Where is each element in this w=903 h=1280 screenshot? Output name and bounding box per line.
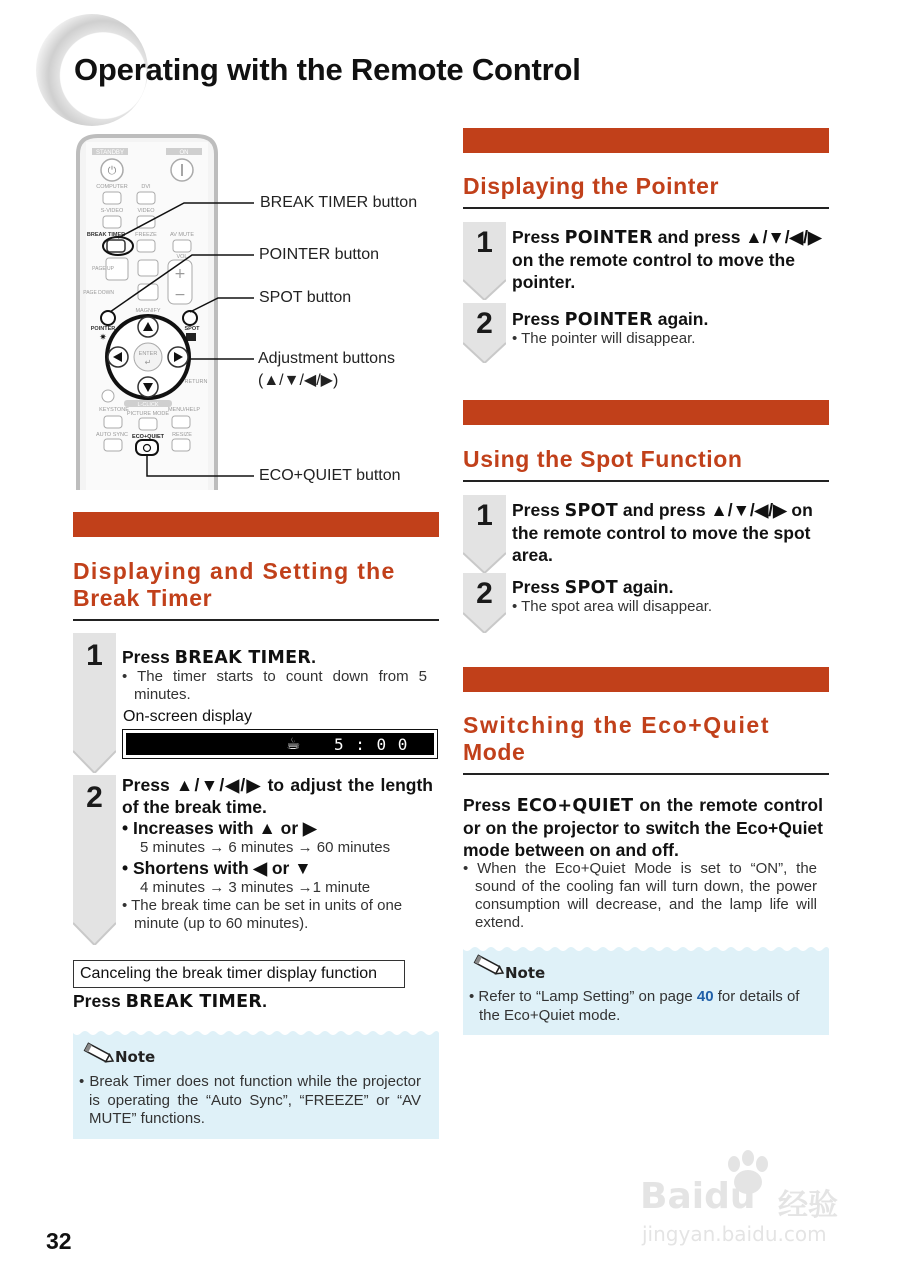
step-rest: and press ▲/▼/◀/▶ on the remote control to move the spot area. bbox=[512, 500, 813, 565]
key-pointer-label: POINTER bbox=[90, 326, 116, 332]
keyword-eco-quiet: ECO+QUIET bbox=[516, 796, 634, 816]
eco-instruction bbox=[463, 794, 823, 861]
keyword-break-timer: BREAK TIMER bbox=[174, 648, 312, 668]
callout-spot: SPOT button bbox=[259, 289, 352, 306]
section-title-pointer: Displaying the Pointer bbox=[463, 173, 720, 199]
step-rest: again. bbox=[622, 577, 674, 597]
key-standby-label: STANDBY bbox=[96, 150, 124, 156]
section-bar-spot bbox=[463, 400, 829, 425]
keyword-break-timer: BREAK TIMER bbox=[125, 992, 263, 1012]
press-word: Press bbox=[122, 647, 170, 667]
press-word: Press bbox=[512, 309, 560, 329]
step-number: 1 bbox=[476, 499, 493, 532]
key-picture-mode-label: PICTURE MODE bbox=[126, 411, 170, 417]
section-bar-pointer bbox=[463, 128, 829, 153]
step-heading: Press ▲/▼/◀/▶ to adjust the length of the break time. bbox=[122, 775, 433, 817]
step-tab-2 bbox=[73, 775, 116, 945]
section-rule bbox=[463, 207, 829, 209]
key-eco-quiet-label: ECO+QUIET bbox=[132, 434, 164, 440]
page-link-40[interactable]: 40 bbox=[696, 988, 714, 1005]
key-return-label: RETURN bbox=[184, 379, 208, 385]
key-computer-label: COMPUTER bbox=[96, 184, 128, 190]
step-number: 2 bbox=[476, 307, 493, 340]
step-tab-2 bbox=[463, 573, 506, 633]
section-rule bbox=[73, 619, 439, 621]
key-magnify-label: MAGNIFY bbox=[135, 308, 161, 314]
cancel-box: Canceling the break timer display function bbox=[73, 960, 405, 988]
step-heading bbox=[512, 226, 824, 293]
key-vol-label: VOL bbox=[176, 254, 188, 260]
step-rest: and press ▲/▼/◀/▶ on the remote control to move the pointer. bbox=[512, 227, 822, 292]
timer-value: 5 : 0 0 bbox=[334, 735, 409, 754]
keyword-spot: SPOT bbox=[564, 501, 619, 521]
step-tab-1 bbox=[73, 633, 116, 773]
watermark-brand: Baidu bbox=[640, 1176, 756, 1217]
section-bar-break-timer bbox=[73, 512, 439, 537]
key-page-up-label: PAGE UP bbox=[92, 266, 114, 272]
press-word: Press bbox=[512, 227, 560, 247]
section-title-break-timer bbox=[73, 558, 396, 612]
onscreen-label: On-screen display bbox=[123, 708, 252, 725]
key-resize-label: RESIZE bbox=[172, 432, 192, 438]
note-box bbox=[463, 945, 829, 1035]
press-word: Press bbox=[512, 500, 560, 520]
shorten-heading: • Shortens with ◀ or ▼ bbox=[122, 858, 312, 878]
key-keystone-label: KEYSTONE bbox=[99, 407, 129, 413]
step-heading bbox=[122, 646, 316, 669]
section-title-line1: Switching the Eco+Quiet bbox=[463, 712, 771, 738]
svg-text:⏻: ⏻ bbox=[107, 164, 117, 177]
cancel-instruction bbox=[73, 990, 267, 1013]
section-title-eco bbox=[463, 712, 770, 766]
step-heading bbox=[512, 308, 708, 331]
key-break-timer-label: BREAK TIMER bbox=[86, 232, 126, 238]
period: . bbox=[262, 991, 267, 1011]
section-bar-eco bbox=[463, 667, 829, 692]
page-number: 32 bbox=[46, 1228, 72, 1254]
break-timer-key bbox=[107, 240, 125, 252]
key-video-label: VIDEO bbox=[137, 208, 155, 214]
step-bullet: • The pointer will disappear. bbox=[512, 330, 696, 347]
svg-text:−: − bbox=[174, 287, 186, 303]
eco-quiet-key bbox=[136, 440, 158, 455]
key-enter-label: ENTER bbox=[138, 351, 158, 357]
callout-adjustment: Adjustment buttons bbox=[258, 350, 395, 367]
callout-eco-quiet: ECO+QUIET button bbox=[259, 467, 401, 484]
press-word: Press bbox=[512, 577, 560, 597]
note-label: Note bbox=[115, 1048, 156, 1066]
section-title-spot: Using the Spot Function bbox=[463, 446, 743, 472]
section-title-line2: Break Timer bbox=[73, 585, 213, 611]
step-tab-2 bbox=[463, 303, 506, 363]
section-rule bbox=[463, 773, 829, 775]
step-bullet: • The spot area will disappear. bbox=[512, 598, 713, 615]
section-title-line1: Displaying and Setting the bbox=[73, 558, 396, 584]
key-page-down-label: PAGE DOWN bbox=[83, 290, 114, 296]
step-heading bbox=[512, 499, 826, 566]
spot-key bbox=[183, 311, 197, 325]
note-box bbox=[73, 1029, 439, 1139]
note-text bbox=[469, 988, 815, 1025]
note-text-after: for details of the Eco+Quiet mode. bbox=[479, 988, 800, 1024]
eco-bullet: • When the Eco+Quiet Mode is set to “ON”, the sound of the cooling fan will turn down, the power consumption will decrease, and the lamp life will extend. bbox=[463, 860, 817, 931]
shorten-detail: 4 minutes → 3 minutes →1 minute bbox=[140, 879, 371, 896]
step-tab-1 bbox=[463, 222, 506, 300]
key-av-mute-label: AV MUTE bbox=[169, 232, 195, 238]
page-title: Operating with the Remote Control bbox=[74, 52, 581, 87]
onscreen-display bbox=[122, 729, 438, 759]
step-tab-1 bbox=[463, 495, 506, 573]
step-number: 1 bbox=[86, 639, 103, 672]
increase-detail: 5 minutes → 6 minutes → 60 minutes bbox=[140, 839, 391, 856]
section-title-line2: Mode bbox=[463, 739, 526, 765]
baidu-watermark bbox=[640, 1150, 860, 1250]
callout-adjustment-arrows: (▲/▼/◀/▶) bbox=[258, 372, 339, 389]
pointer-key bbox=[101, 311, 115, 325]
keyword-spot: SPOT bbox=[564, 578, 619, 598]
increase-heading: • Increases with ▲ or ▶ bbox=[122, 818, 317, 838]
watermark-url: jingyan.baidu.com bbox=[642, 1222, 827, 1246]
remote-control-illustration bbox=[76, 134, 422, 490]
keyword-pointer: POINTER bbox=[564, 310, 653, 330]
key-freeze-label: FREEZE bbox=[135, 232, 157, 238]
callout-pointer: POINTER button bbox=[259, 246, 380, 263]
step-rest: again. bbox=[657, 309, 709, 329]
coffee-cup-icon: ☕ bbox=[286, 734, 301, 753]
key-on-label: ON bbox=[179, 150, 189, 156]
press-word: Press bbox=[73, 991, 121, 1011]
step-number: 2 bbox=[86, 781, 103, 814]
key-svideo-label: S-VIDEO bbox=[100, 208, 124, 214]
key-menu-help-label: MENU/HELP bbox=[167, 407, 201, 413]
key-dvi-label: DVI bbox=[141, 184, 151, 190]
callout-break-timer: BREAK TIMER button bbox=[260, 194, 418, 211]
note-text: • Break Timer does not function while the projector is operating the “Auto Sync”, “FREEZE” or “AV MUTE” functions. bbox=[79, 1073, 421, 1127]
key-spot-label: SPOT bbox=[184, 326, 200, 332]
period: . bbox=[311, 647, 316, 667]
keyword-pointer: POINTER bbox=[564, 228, 653, 248]
watermark-brand-cn: 经验 bbox=[778, 1188, 838, 1223]
press-word: Press bbox=[463, 795, 511, 815]
pencil-icon bbox=[81, 1041, 115, 1070]
svg-text:↵: ↵ bbox=[144, 358, 152, 367]
step-bullet: • The break time can be set in units of one minute (up to 60 minutes). bbox=[122, 897, 403, 932]
step-number: 2 bbox=[476, 577, 493, 610]
pencil-icon bbox=[471, 953, 505, 982]
svg-text:+: + bbox=[174, 266, 186, 282]
key-auto-sync-label: AUTO SYNC bbox=[96, 432, 128, 438]
step-bullet: • The timer starts to count down from 5 minutes. bbox=[122, 668, 427, 703]
step-number: 1 bbox=[476, 226, 493, 259]
note-text-before: • Refer to “Lamp Setting” on page bbox=[469, 988, 693, 1005]
svg-text:✷: ✷ bbox=[99, 333, 107, 343]
step-heading bbox=[512, 576, 673, 599]
eco-rest: on the remote control or on the projector to switch the Eco+Quiet mode between on and off. bbox=[463, 795, 823, 860]
note-label: Note bbox=[505, 964, 546, 982]
key-l-click-label: L-CLICK bbox=[137, 402, 159, 408]
section-rule bbox=[463, 480, 829, 482]
